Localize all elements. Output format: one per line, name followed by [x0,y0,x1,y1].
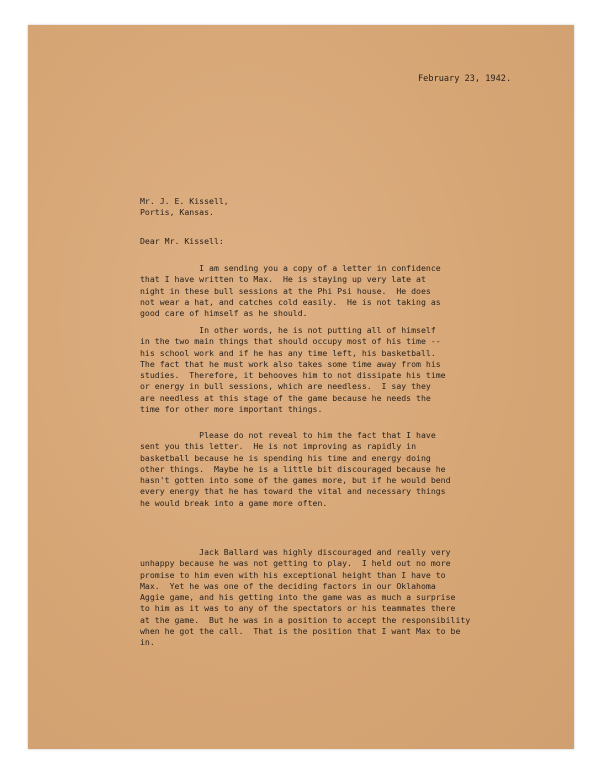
paragraph-4 [140,547,470,649]
letter-date: February 23, 1942. [418,74,512,84]
paragraph-line: when he got the call. That is the position that I want Max to be [140,626,461,637]
paragraph-line: at the game. But he was in a position to accept the responsibility [140,614,471,625]
paragraph-line: not wear a hat, and catches cold easily. He is not taking as [140,296,441,307]
paragraph-line: that I have written to Max. He is staying up very late at [140,274,426,285]
paragraph-line: basketball because he is spending his time and energy doing [140,452,431,463]
paragraph-line: Aggie game, and his getting into the game was as much a surprise [140,592,456,603]
paragraph-line: unhappy because he was not getting to play. I held out no more [140,558,451,569]
paragraph-line: good care of himself as he should. [140,308,308,319]
paragraph-line: I am sending you a copy of a letter in confidence [140,263,441,273]
paragraph-line: his school work and if he has any time left, his basketball. [140,347,436,358]
paragraph-line: The fact that he must work also takes some time away from his [140,358,441,369]
paragraph-line: or energy in bull sessions, which are needless. I say they [140,381,431,392]
paragraph-line: sent you this letter. He is not improving as rapidly in [140,441,417,452]
paragraph-2 [140,325,446,415]
paragraph-line: in the two main things that should occupy most of his time -- [140,336,441,347]
address-line-1: Mr. J. E. Kissell, [140,196,229,206]
paragraph-line: time for other more important things. [140,404,323,415]
paragraph-3 [140,430,451,509]
paragraph-line: studies. Therefore, it behooves him to not dissipate his time [140,370,446,381]
address-line-2: Portis, Kansas. [140,207,214,218]
paragraph-line: Please do not reveal to him the fact that I have [140,430,436,440]
paragraph-line: to him as it was to any of the spectators or his teammates there [140,603,456,614]
recipient-address [140,196,229,219]
paragraph-line: are needless at this stage of the game because he needs the [140,392,431,403]
salutation: Dear Mr. Kissell: [140,236,224,246]
letter-page [28,25,574,749]
paragraph-line: promise to him even with his exceptional height than I have to [140,569,446,580]
paragraph-1 [140,263,441,319]
paragraph-line: In other words, he is not putting all of himself [140,325,436,335]
paragraph-line: other things. Maybe he is a little bit discouraged because he [140,463,446,474]
paragraph-line: night in these bull sessions at the Phi Psi house. He does [140,285,431,296]
paragraph-line: hasn't gotten into some of the games more, but if he would bend [140,475,451,486]
paragraph-line: in. [140,637,155,648]
paragraph-line: he would break into a game more often. [140,497,328,508]
paragraph-line: Jack Ballard was highly discouraged and really very [140,547,451,557]
paragraph-line: Max. Yet he was one of the deciding factors in our Oklahoma [140,580,436,591]
paragraph-line: every energy that he has toward the vital and necessary things [140,486,446,497]
